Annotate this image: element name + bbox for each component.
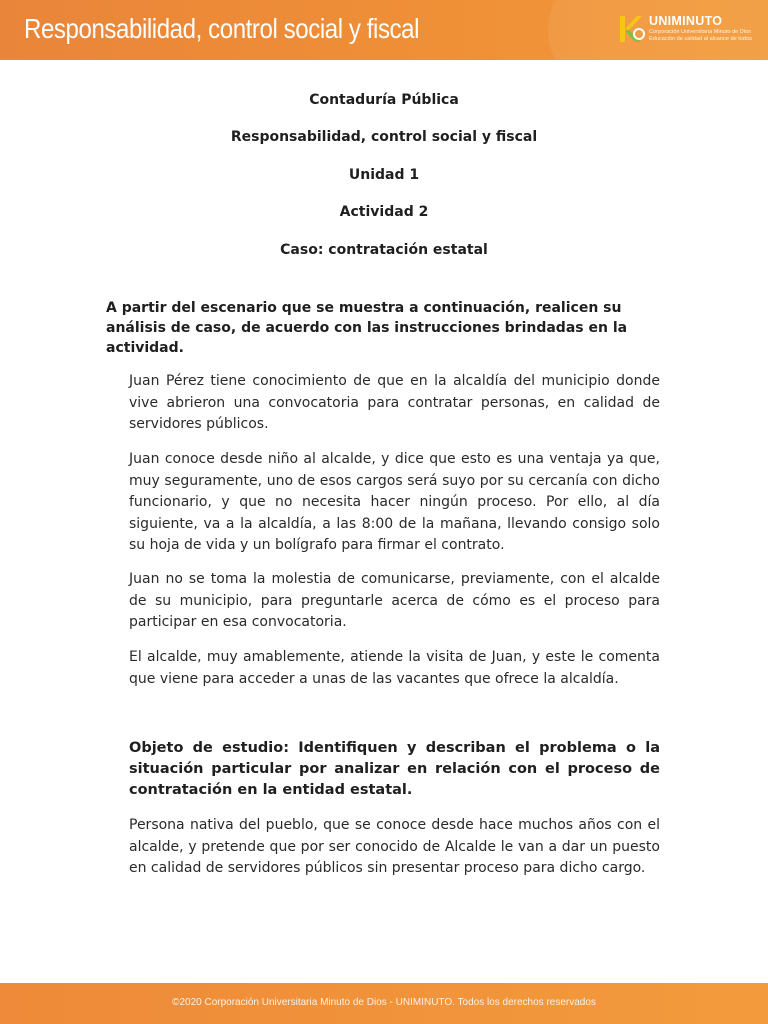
page-header xyxy=(0,0,768,60)
unit-title: Unidad 1 xyxy=(348,167,420,183)
case-paragraph: Juan no se toma la molestia de comunicarse, previamente, con el alcalde de su municipio, para preguntarle acerca de cómo es el proceso para participar en esa convocatoria. xyxy=(129,571,660,630)
answer-paragraph: Persona nativa del pueblo, que se conoce desde hace muchos años con el alcalde, y pretende que por ser conocido de Alcalde le van a dar un puesto en calidad de servidores públicos sin presentar proceso para dicho cargo. xyxy=(129,817,660,876)
copyright-text: ©2020 Corporación Universitaria Minuto de Dios - UNIMINUTO. Todos los derechos reservados xyxy=(172,997,596,1008)
study-objective: Objeto de estudio: Identifiquen y describan el problema o la situación particular por analizar en relación con el proceso de contratación en la entidad estatal. xyxy=(129,740,660,798)
activity-title: Actividad 2 xyxy=(339,204,429,220)
course-title: Responsabilidad, control social y fiscal xyxy=(230,129,538,145)
uniminuto-logo xyxy=(617,12,752,48)
intro-instructions: A partir del escenario que se muestra a continuación, realicen su análisis de caso, de acuerdo con las instrucciones brindadas en la actividad. xyxy=(106,300,628,356)
logo-name: UNIMINUTO xyxy=(649,14,723,28)
case-paragraph: Juan conoce desde niño al alcalde, y dice que esto es una ventaja ya que, muy seguramente, uno de esos cargos será suyo por su cercanía con dicho funcionario, y que no necesita hacer ningún proceso. Por ello, al día siguiente, va a la alcaldía, a las 8:00 de la mañana, llevando consigo solo su hoja de vida y un bolígrafo para firmar el contrato. xyxy=(129,451,660,553)
program-title: Contaduría Pública xyxy=(309,92,459,108)
case-paragraph: Juan Pérez tiene conocimiento de que en la alcaldía del municipio donde vive abrieron una convocatoria para contratar personas, en calidad de servidores públicos. xyxy=(129,373,660,432)
logo-subtitle: Corporación Universitaria Minuto de Dios xyxy=(649,29,751,35)
case-title: Caso: contratación estatal xyxy=(280,242,488,258)
uniminuto-logo-icon xyxy=(617,12,645,48)
case-paragraph: El alcalde, muy amablemente, atiende la visita de Juan, y este le comenta que viene para acceder a unas de las vacantes que ofrece la alcaldía. xyxy=(129,649,660,687)
header-title: Responsabilidad, control social y fiscal xyxy=(24,13,420,44)
page-footer xyxy=(0,983,768,1024)
logo-tagline: Educación de calidad al alcance de todos xyxy=(649,36,752,42)
